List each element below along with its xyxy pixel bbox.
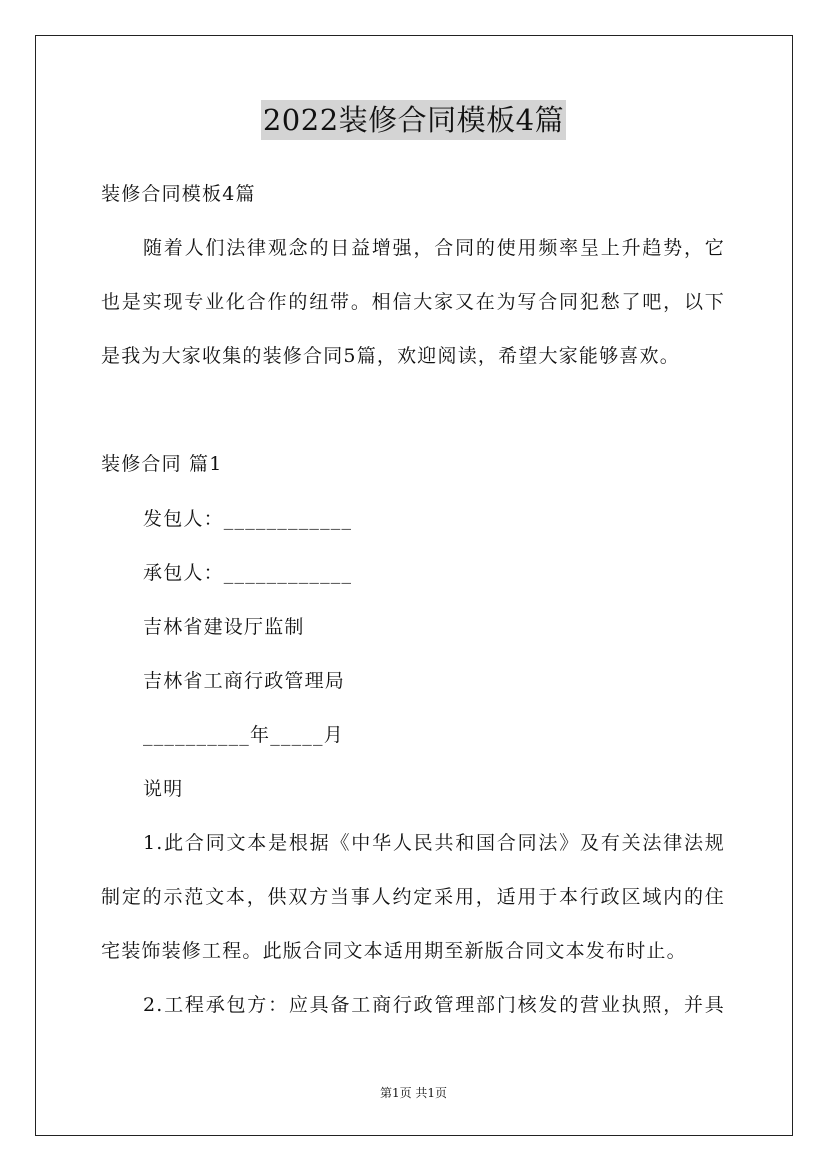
intro-line-1: 随着人们法律观念的日益增强，合同的使用频率呈上升趋势，它	[143, 237, 725, 259]
section-heading: 装修合同 篇1	[101, 453, 223, 475]
note-1-line-2: 制定的示范文本，供双方当事人约定采用，适用于本行政区域内的住	[101, 886, 725, 908]
notes-heading: 说明	[143, 778, 184, 800]
date-field: __________年_____月	[143, 724, 344, 746]
document-subtitle: 装修合同模板4篇	[101, 183, 256, 205]
title-container	[0, 100, 827, 140]
note-1-line-1: 1.此合同文本是根据《中华人民共和国合同法》及有关法律法规	[143, 832, 725, 854]
intro-line-2: 也是实现专业化合作的纽带。相信大家又在为写合同犯愁了吧，以下	[101, 291, 725, 313]
document-title: 2022装修合同模板4篇	[261, 100, 566, 140]
contractor-field: 承包人：____________	[143, 562, 353, 584]
issuer-line-1: 吉林省建设厅监制	[143, 616, 305, 638]
page-footer: 第1页 共1页	[379, 1086, 448, 1100]
issuer-line-2: 吉林省工商行政管理局	[143, 670, 346, 692]
note-2-line-1: 2.工程承包方：应具备工商行政管理部门核发的营业执照，并具	[143, 994, 725, 1016]
intro-line-3: 是我为大家收集的装修合同5篇，欢迎阅读，希望大家能够喜欢。	[101, 345, 680, 367]
employer-field: 发包人：____________	[143, 508, 353, 530]
note-1-line-3: 宅装饰装修工程。此版合同文本适用期至新版合同文本发布时止。	[101, 940, 687, 962]
